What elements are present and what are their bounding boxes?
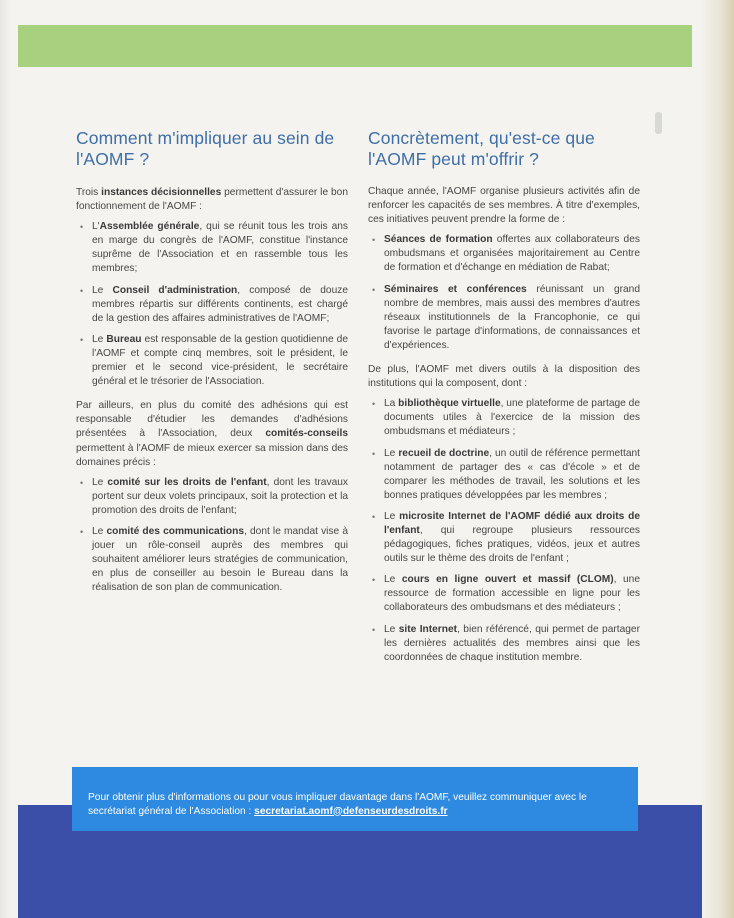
governing-bodies-list <box>76 220 348 389</box>
list-item: • L'Assemblée générale, qui se réunit tous les trois ans en marge du congrès de l'AOMF, constitue l'instance suprême de l'Association et en rassemble tous les membres; <box>80 220 348 276</box>
list-item: • Le recueil de doctrine, un outil de référence permettant notamment de partager des « cas d'école » et de comparer les méthodes de travail, les solutions et les bonnes pratiques développées par les membres ; <box>372 447 640 503</box>
paper-right-edge <box>700 0 734 918</box>
list-item: • Le Bureau est responsable de la gestion quotidienne de l'AOMF et compte cinq membres, soit le président, le premier et le second vice-président, le secrétaire général et le trésorier de l'Association. <box>80 333 348 389</box>
left-para-committees: Par ailleurs, en plus du comité des adhésions qui est responsable d'étudier les demandes d'adhésions présentées à l'Association, deux comités-conseils permettent à l'AOMF de mieux exercer sa mission dans des domaines précis : <box>76 400 348 468</box>
right-para-tools: De plus, l'AOMF met divers outils à la disposition des institutions qui la composent, dont : <box>368 364 640 390</box>
left-column-title: Comment m'impliquer au sein de l'AOMF ? <box>76 128 335 169</box>
list-item: • Séminaires et conférences réunissant un grand nombre de membres, mais aussi des membres d'autres réseaux institutionnels de la Francophonie, ce qui favorise le partage d'informations, de connaissances et d'expériences. <box>372 283 640 353</box>
list-item: • Le site Internet, bien référencé, qui permet de partager les dernières actualités des membres ainsi que les coordonnées de chaque institution membre. <box>372 623 640 665</box>
list-item: • La bibliothèque virtuelle, une plateforme de partage de documents utiles à l'exercice de la mission des ombudsmans et médiateurs ; <box>372 397 640 439</box>
list-item: • Séances de formation offertes aux collaborateurs des ombudsmans et organisées majoritairement au Centre de formation et d'échange en médiation de Rabat; <box>372 233 640 275</box>
list-item: • Le cours en ligne ouvert et massif (CLOM), une ressource de formation accessible en ligne pour les collaborateurs des ombudsmans et des médiateurs ; <box>372 573 640 615</box>
list-item: • Le comité des communications, dont le mandat vise à jouer un rôle-conseil auprès des membres qui souhaitent améliorer leurs stratégies de communication, en plus de conseiller au besoin le Bureau dans la réalisation de son plan de communication. <box>80 525 348 595</box>
left-intro: Trois instances décisionnelles permettent d'assurer le bon fonctionnement de l'AOMF : <box>76 187 348 213</box>
header-green-band <box>18 25 692 67</box>
committees-list <box>76 476 348 596</box>
activities-list <box>368 233 640 353</box>
right-column <box>368 128 640 675</box>
contact-text: Pour obtenir plus d'informations ou pour vous impliquer davantage dans l'AOMF, veuillez communiquer avec le secrétariat général de l'Association : secretariat.aomf@defenseurdesdroits.fr <box>88 792 587 817</box>
list-item: • Le Conseil d'administration, composé de douze membres répartis sur différents continents, est chargé de la gestion des affaires administratives de l'AOMF; <box>80 284 348 326</box>
page-edge <box>0 0 10 918</box>
tools-list <box>368 397 640 665</box>
list-item: • Le comité sur les droits de l'enfant, dont les travaux portent sur deux volets principaux, soit la protection et la promotion des droits de l'enfant; <box>80 476 348 518</box>
staple-mark <box>655 112 662 134</box>
right-intro: Chaque année, l'AOMF organise plusieurs activités afin de renforcer les capacités de ses membres. À titre d'exemples, ces initiatives peuvent prendre la forme de : <box>368 186 640 226</box>
list-item: • Le microsite Internet de l'AOMF dédié aux droits de l'enfant, qui regroupe plusieurs ressources pédagogiques, fiches pratiques, vidéos, jeux et autres outils sur le thème des droits de l'enfant ; <box>372 510 640 566</box>
left-column <box>76 128 348 605</box>
contact-email-link[interactable]: secretariat.aomf@defenseurdesdroits.fr <box>254 805 448 817</box>
right-column-title: Concrètement, qu'est-ce que l'AOMF peut m'offrir ? <box>368 128 595 169</box>
contact-info-box <box>72 767 638 831</box>
